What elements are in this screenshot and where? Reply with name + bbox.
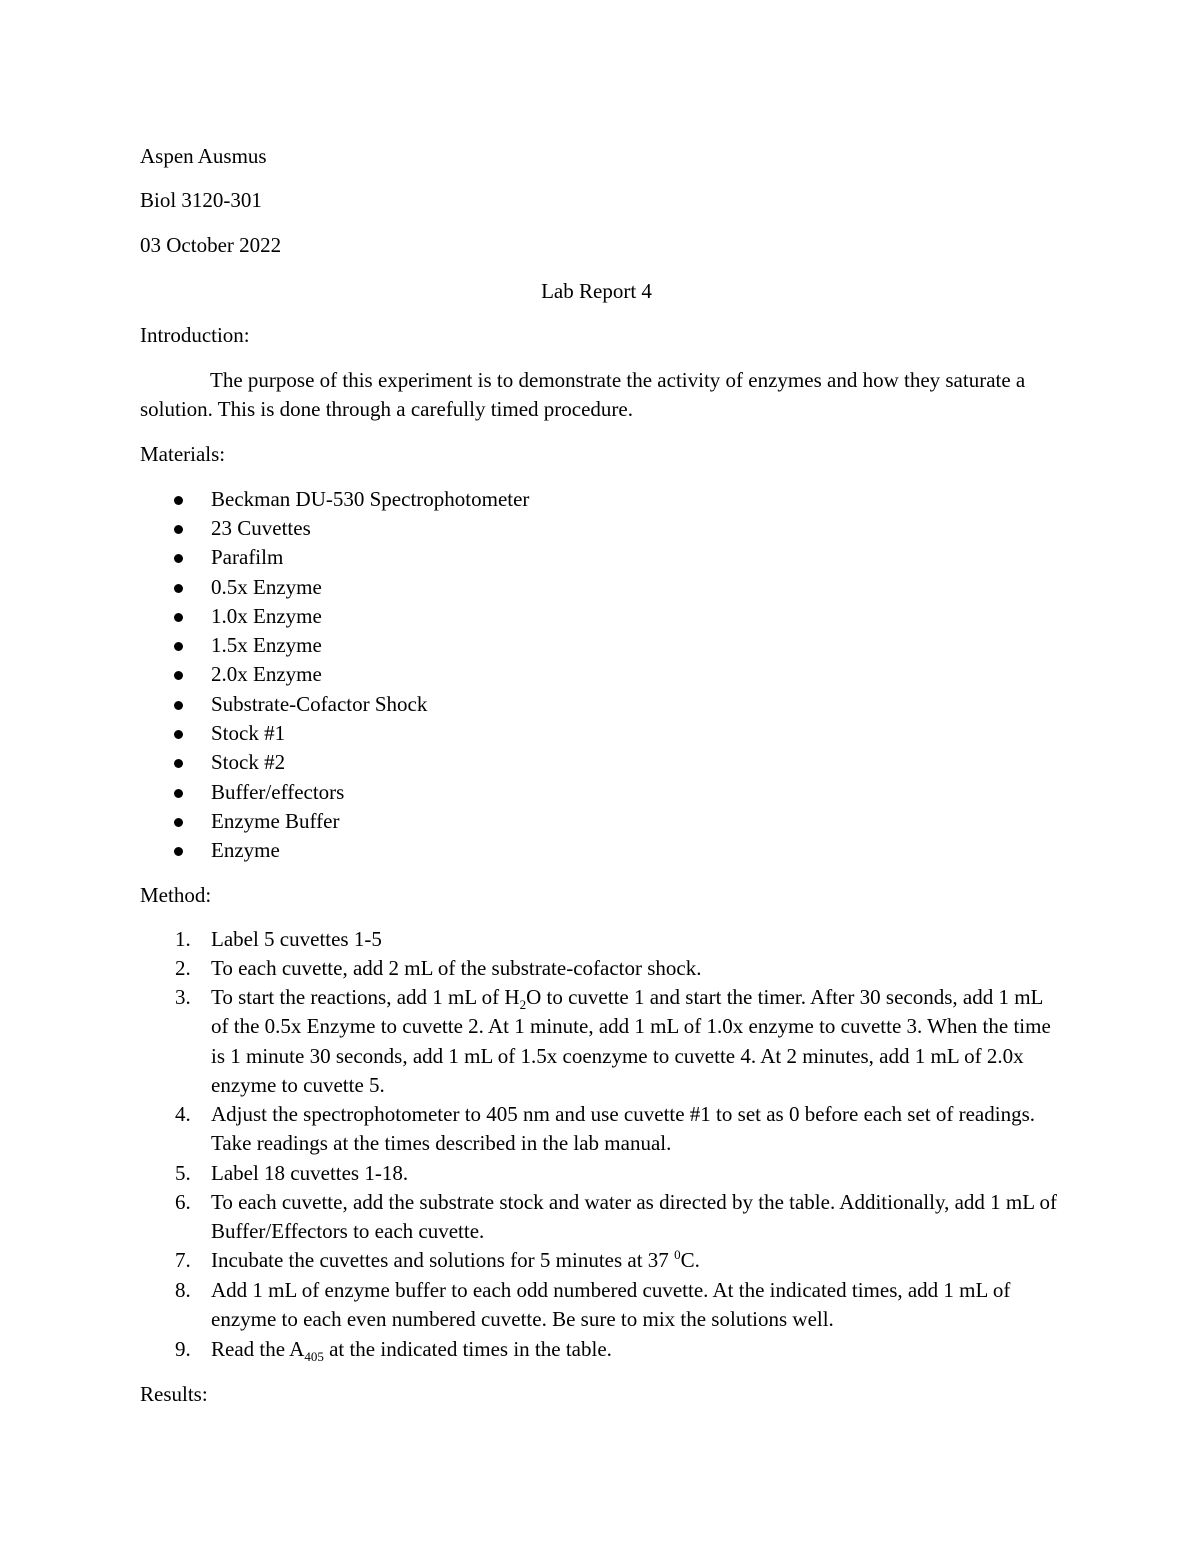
- step-text: To each cuvette, add the substrate stock and water as directed by the table. Additionally, add 1 mL of Buffer/Effectors to each cuvette.: [211, 1190, 1058, 1244]
- report-date: 03 October 2022: [140, 233, 282, 257]
- material-item: 0.5x Enzyme: [211, 575, 322, 599]
- step-number: 3.: [175, 985, 191, 1009]
- subscript: 405: [304, 1349, 324, 1365]
- introduction-text: The purpose of this experiment is to demonstrate the activity of enzymes and how they saturate a solution. This is done through a carefully timed procedure.: [140, 368, 1026, 421]
- materials-heading: Materials:: [140, 442, 226, 466]
- bullet-icon: [174, 759, 183, 768]
- step-text-part: To start the reactions, add 1 mL of H: [211, 985, 520, 1009]
- material-item: 23 Cuvettes: [211, 516, 311, 540]
- introduction-heading: Introduction:: [140, 323, 250, 347]
- material-item: Enzyme Buffer: [211, 809, 340, 833]
- subscript: 2: [519, 997, 527, 1013]
- step-text-part: Incubate the cuvettes and solutions for 5 minutes at 37: [211, 1248, 675, 1272]
- step-text-part: C.: [680, 1248, 700, 1272]
- material-item: 1.0x Enzyme: [211, 604, 322, 628]
- step-text-part: O to cuvette 1 and start the timer. After 30 seconds, add 1 mL of the 0.5x Enzyme to cuvette 2. At 1 minute, add 1 mL of 1.0x enzyme to cuvette 3. When the time is 1 minute 30 seconds, add 1 mL of 1.5x coenzyme to cuvette 4. At 2 minutes, add 1 mL of 2.0x enzyme to cuvette 5.: [211, 985, 1051, 1097]
- step-text: [211, 983, 1060, 1100]
- report-title: Lab Report 4: [541, 279, 652, 303]
- method-step: [140, 1276, 1060, 1335]
- method-step: [140, 1159, 1060, 1188]
- method-heading: Method:: [140, 883, 212, 907]
- step-text: Adjust the spectrophotometer to 405 nm and use cuvette #1 to set as 0 before each set of readings. Take readings at the times described in the lab manual.: [211, 1102, 1036, 1156]
- step-number: 7.: [175, 1248, 191, 1272]
- method-step: [140, 1100, 1060, 1159]
- method-step: [140, 925, 1060, 954]
- material-item: Buffer/effectors: [211, 780, 345, 804]
- bullet-icon: [174, 789, 183, 798]
- bullet-icon: [174, 730, 183, 739]
- step-number: 9.: [175, 1337, 191, 1361]
- step-number: 8.: [175, 1278, 191, 1302]
- author-name: Aspen Ausmus: [140, 144, 267, 168]
- method-step: [140, 1335, 1060, 1364]
- material-item: Parafilm: [211, 545, 284, 569]
- material-item: 2.0x Enzyme: [211, 662, 322, 686]
- bullet-icon: [174, 525, 183, 534]
- step-text: Label 5 cuvettes 1-5: [211, 927, 382, 951]
- method-step: [140, 1246, 1060, 1275]
- method-step: [140, 1188, 1060, 1247]
- bullet-icon: [174, 613, 183, 622]
- step-number: 4.: [175, 1102, 191, 1126]
- bullet-icon: [174, 584, 183, 593]
- step-text-part: Read the A: [211, 1337, 305, 1361]
- material-item: Enzyme: [211, 838, 280, 862]
- bullet-icon: [174, 554, 183, 563]
- method-step: [140, 983, 1060, 1100]
- bullet-icon: [174, 496, 183, 505]
- introduction-paragraph: [140, 366, 1055, 424]
- superscript: 0: [674, 1247, 681, 1262]
- step-text: [211, 1335, 1060, 1364]
- material-item: Stock #2: [211, 750, 286, 774]
- bullet-icon: [174, 701, 183, 710]
- bullet-icon: [174, 847, 183, 856]
- step-text: [211, 1246, 1060, 1275]
- bullet-icon: [174, 818, 183, 827]
- step-text: Label 18 cuvettes 1-18.: [211, 1161, 409, 1185]
- material-item: 1.5x Enzyme: [211, 633, 322, 657]
- step-text-part: at the indicated times in the table.: [323, 1337, 612, 1361]
- results-heading: Results:: [140, 1382, 208, 1406]
- material-item: Beckman DU-530 Spectrophotometer: [211, 487, 530, 511]
- step-number: 2.: [175, 956, 191, 980]
- bullet-icon: [174, 642, 183, 651]
- material-item: Stock #1: [211, 721, 286, 745]
- step-text: Add 1 mL of enzyme buffer to each odd numbered cuvette. At the indicated times, add 1 mL of enzyme to each even numbered cuvette. Be sure to mix the solutions well.: [211, 1278, 1011, 1332]
- bullet-icon: [174, 671, 183, 680]
- step-number: 1.: [175, 927, 191, 951]
- material-item: Substrate-Cofactor Shock: [211, 692, 428, 716]
- step-number: 6.: [175, 1190, 191, 1214]
- step-number: 5.: [175, 1161, 191, 1185]
- course-code: Biol 3120-301: [140, 188, 262, 212]
- step-text: To each cuvette, add 2 mL of the substrate-cofactor shock.: [211, 956, 702, 980]
- method-step: [140, 954, 1060, 983]
